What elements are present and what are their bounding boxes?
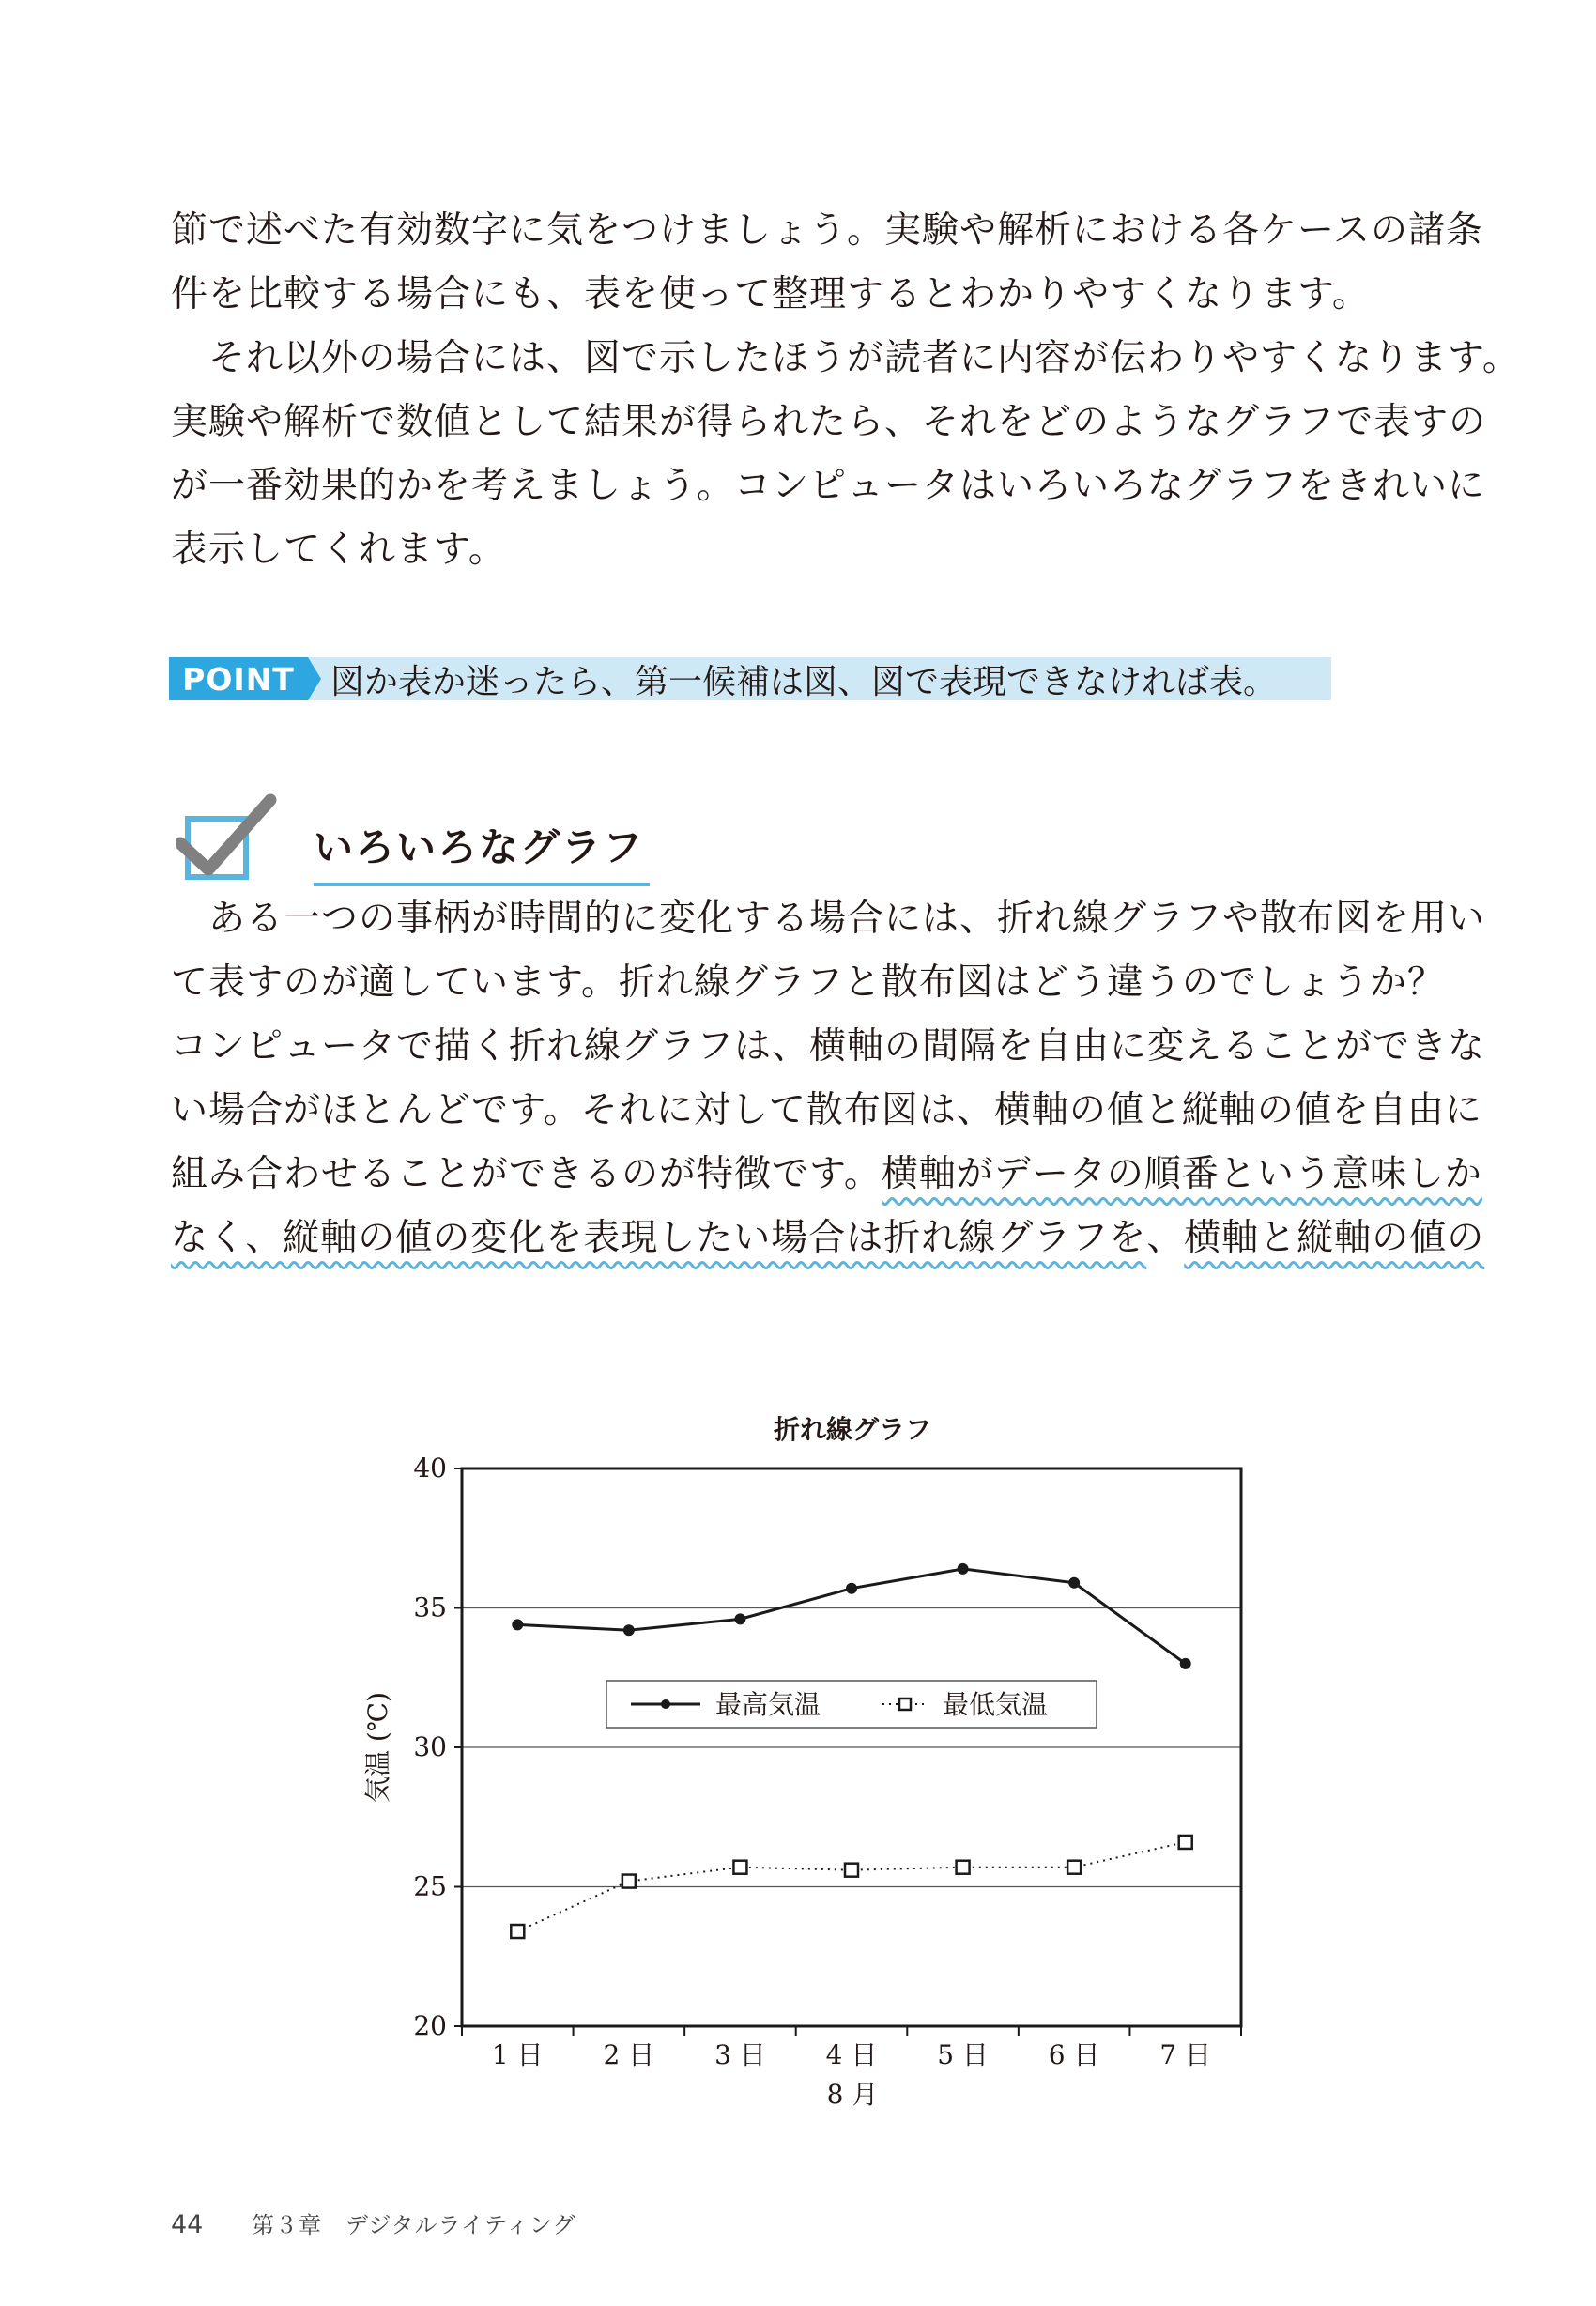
y-tick-label: 30 [413,1731,447,1762]
text-line [171,1143,1482,1207]
x-axis-label: 8 月 [826,2079,879,2110]
emphasis-wavy: 横軸と縦軸の値の [1184,1217,1485,1259]
legend-label-min: 最低気温 [943,1689,1049,1720]
data-point-max [1068,1577,1080,1589]
legend-label-max: 最高気温 [715,1689,821,1720]
point-text: 図か表か迷ったら、第一候補は図、図で表現できなければ表。 [330,662,1278,701]
text-segment: 組み合わせることができるのが特徴です。 [171,1153,882,1195]
y-axis-ticks [413,1453,462,2041]
x-tick-label: 7 日 [1159,2039,1212,2070]
legend [606,1681,1097,1728]
text-line [171,1207,1485,1270]
y-tick-label: 20 [413,2010,447,2041]
data-point-max [846,1583,857,1594]
emphasis-wavy: 横軸がデータの順番という意味しか [881,1153,1482,1195]
x-tick-label: 5 日 [937,2039,989,2070]
page-footer [171,2206,575,2239]
text-line: 節で述べた有効数字に気をつけましょう。実験や解析における各ケースの諸条 [171,209,1484,252]
page-number: 44 [171,2210,204,2239]
point-box [169,657,1331,700]
data-point-min [511,1925,524,1938]
text-line: 表示してくれます。 [171,529,506,571]
paragraph-1 [171,199,1520,582]
paragraph-2 [171,887,1486,1270]
grid-lines [462,1608,1241,1887]
y-tick-label: 25 [413,1870,447,1902]
data-point-min [1179,1836,1192,1849]
x-tick-label: 2 日 [603,2039,655,2070]
text-segment: 、 [1146,1217,1185,1259]
data-point-max [623,1624,635,1636]
y-axis-label: 気温 (℃) [362,1691,393,1804]
section-underline [314,883,650,886]
y-tick-label: 35 [413,1591,447,1623]
data-point-min [957,1861,970,1874]
data-point-max [512,1619,523,1630]
data-point-min [733,1861,746,1874]
data-point-max [958,1563,969,1575]
point-tag: POINT [169,657,308,700]
x-tick-label: 4 日 [825,2039,878,2070]
text-line: コンピュータで描く折れ線グラフは、横軸の間隔を自由に変えることができな [171,1025,1486,1068]
chart-title: 折れ線グラフ [773,1414,932,1445]
data-point-min [845,1864,858,1877]
checkbox-check-icon [176,789,280,892]
text-line: 実験や解析で数値として結果が得られたら、それをどのようなグラフで表すの [171,401,1487,443]
data-point-min [1067,1861,1081,1874]
x-axis-ticks [462,2026,1241,2070]
point-arrow-icon [308,657,321,700]
x-tick-label: 3 日 [714,2039,766,2070]
y-tick-label: 40 [413,1453,447,1484]
legend-marker-max [661,1699,670,1709]
legend-marker-min [899,1699,911,1710]
x-tick-label: 1 日 [491,2039,544,2070]
text-line: それ以外の場合には、図で示したほうが読者に内容が伝わりやすくなります。 [208,337,1520,379]
data-point-min [622,1875,636,1888]
series-layer [511,1563,1191,1938]
text-line: い場合がほとんどです。それに対して散布図は、横軸の値と縦軸の値を自由に [171,1089,1482,1131]
chapter-title: 第３章 デジタルライティング [252,2212,576,2238]
text-line: て表すのが適しています。折れ線グラフと散布図はどう違うのでしょうか？ [171,961,1445,1004]
line-chart [347,1399,1267,2131]
section-title: いろいろなグラフ [314,824,645,870]
text-line: ある一つの事柄が時間的に変化する場合には、折れ線グラフや散布図を用い [208,898,1486,940]
data-point-max [1180,1658,1191,1669]
x-tick-label: 6 日 [1048,2039,1100,2070]
data-point-max [734,1613,745,1624]
text-line: 件を比較する場合にも、表を使って整理するとわかりやすくなります。 [171,273,1370,315]
text-line: が一番効果的かを考えましょう。コンピュータはいろいろなグラフをきれいに [171,465,1486,507]
emphasis-wavy: なく、縦軸の値の変化を表現したい場合は折れ線グラフを [171,1217,1147,1259]
